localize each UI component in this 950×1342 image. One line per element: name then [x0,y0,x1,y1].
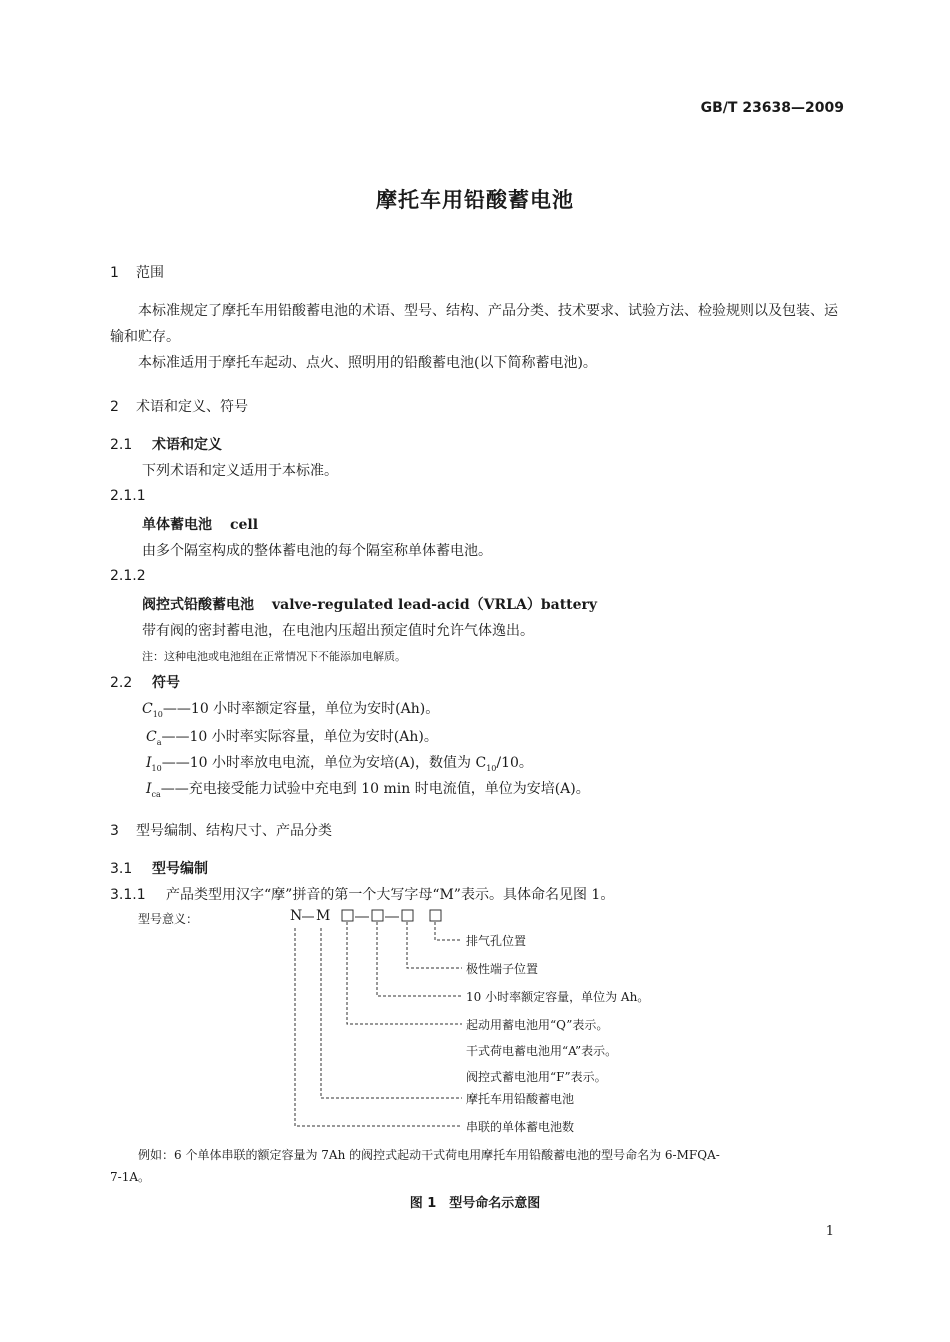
term-chinese: 阀控式铅酸蓄电池 [142,597,254,613]
label-vent-position: 排气孔位置 [466,934,527,948]
section-number: 3.1 [110,861,133,877]
figure-example-line-2: 7-1A。 [110,1170,150,1184]
standard-number: GB/T 23638—2009 [700,100,844,116]
figure-caption: 图 1 型号命名示意图 [409,1196,541,1211]
document-title: 摩托车用铅酸蓄电池 [376,188,574,212]
term-chinese: 单体蓄电池 [142,517,212,533]
symbol-description: ——充电接受能力试验中充电到 10 min 时电流值，单位为安培(A)。 [160,781,590,797]
section-1-paragraph-2: 本标准适用于摩托车起动、点火、照明用的铅酸蓄电池(以下简称蓄电池)。 [138,355,597,371]
section-number: 3.1.1 [110,887,146,903]
symbol: C [142,701,153,717]
section-2-1-text: 下列术语和定义适用于本标准。 [142,463,338,479]
code-m: M [316,908,331,924]
code-box-capacity [372,910,383,921]
code-box-capacity-type [342,910,353,921]
symbol-subscript: a [156,737,162,747]
leader-vent-position [435,922,462,940]
symbol-subscript: 10 [151,763,162,773]
symbol: I [146,755,152,771]
section-2-1-2-number: 2.1.2 [110,568,146,584]
term-vrla-note: 注：这种电池或电池组在正常情况下不能添加电解质。 [142,650,406,663]
section-2-1-1-number: 2.1.1 [110,488,146,504]
figure-example-line-1: 例如：6 个单体串联的额定容量为 7Ah 的阀控式起动干式荷电用摩托车用铅酸蓄电池的型号命名为 6-MFQA- [138,1148,720,1162]
symbol-description: ——10 小时率额定容量，单位为安时(Ah)。 [162,701,440,717]
section-title: 范围 [136,265,164,281]
symbol-subscript: ca [151,789,161,799]
label-rated-capacity: 10 小时率额定容量，单位为 Ah。 [466,990,650,1004]
leader-rated-capacity [377,922,462,996]
section-text: 产品类型用汉字“摩”拼音的第一个大写字母“M”表示。具体命名见图 1。 [166,887,615,903]
symbol: C [146,729,157,745]
section-title: 符号 [152,675,180,691]
term-vrla-definition: 带有阀的密封蓄电池，在电池内压超出预定值时允许气体逸出。 [142,623,534,639]
leader-cell-count [295,928,462,1126]
term-english: cell [230,517,259,533]
term-cell-definition: 由多个隔室构成的整体蓄电池的每个隔室称单体蓄电池。 [142,543,492,559]
code-n: N [290,908,303,924]
symbol: I [146,781,152,797]
section-title: 术语和定义、符号 [136,399,248,415]
symbol-description-tail: /10。 [496,755,533,771]
label-terminal-position: 极性端子位置 [466,962,539,976]
section-number: 1 [110,265,119,281]
page-number: 1 [825,1224,834,1239]
label-starting-battery: 起动用蓄电池用“Q”表示。 [466,1018,609,1032]
section-number: 2.1 [110,437,133,453]
section-title: 术语和定义 [152,437,222,453]
section-number: 3 [110,823,119,839]
label-dry-charged: 干式荷电蓄电池用“A”表示。 [466,1044,618,1058]
leader-motorcycle [321,928,462,1098]
label-cell-count: 串联的单体蓄电池数 [466,1120,575,1134]
leader-battery-type [347,922,462,1024]
section-number: 2 [110,399,119,415]
section-title: 型号编制 [152,861,208,877]
section-1-paragraph-1: 本标准规定了摩托车用铅酸蓄电池的术语、型号、结构、产品分类、技术要求、试验方法、检验规则以及包装、运输和贮存。 [110,303,838,345]
section-title: 型号编制、结构尺寸、产品分类 [136,823,332,839]
section-number: 2.2 [110,675,133,691]
symbol-subscript: 10 [486,763,497,773]
label-motorcycle-battery: 摩托车用铅酸蓄电池 [466,1092,575,1106]
term-english: valve-regulated lead-acid（VRLA）battery [272,597,598,613]
code-box-terminal [402,910,413,921]
code-box-vent [430,910,441,921]
label-valve-regulated: 阀控式蓄电池用“F”表示。 [466,1070,607,1084]
symbol-subscript: 10 [152,709,163,719]
figure-intro: 型号意义： [138,912,199,926]
symbol-description: ——10 小时率放电电流，单位为安培(A)，数值为 C [161,755,487,771]
symbol-description: ——10 小时率实际容量，单位为安时(Ah)。 [161,729,438,745]
